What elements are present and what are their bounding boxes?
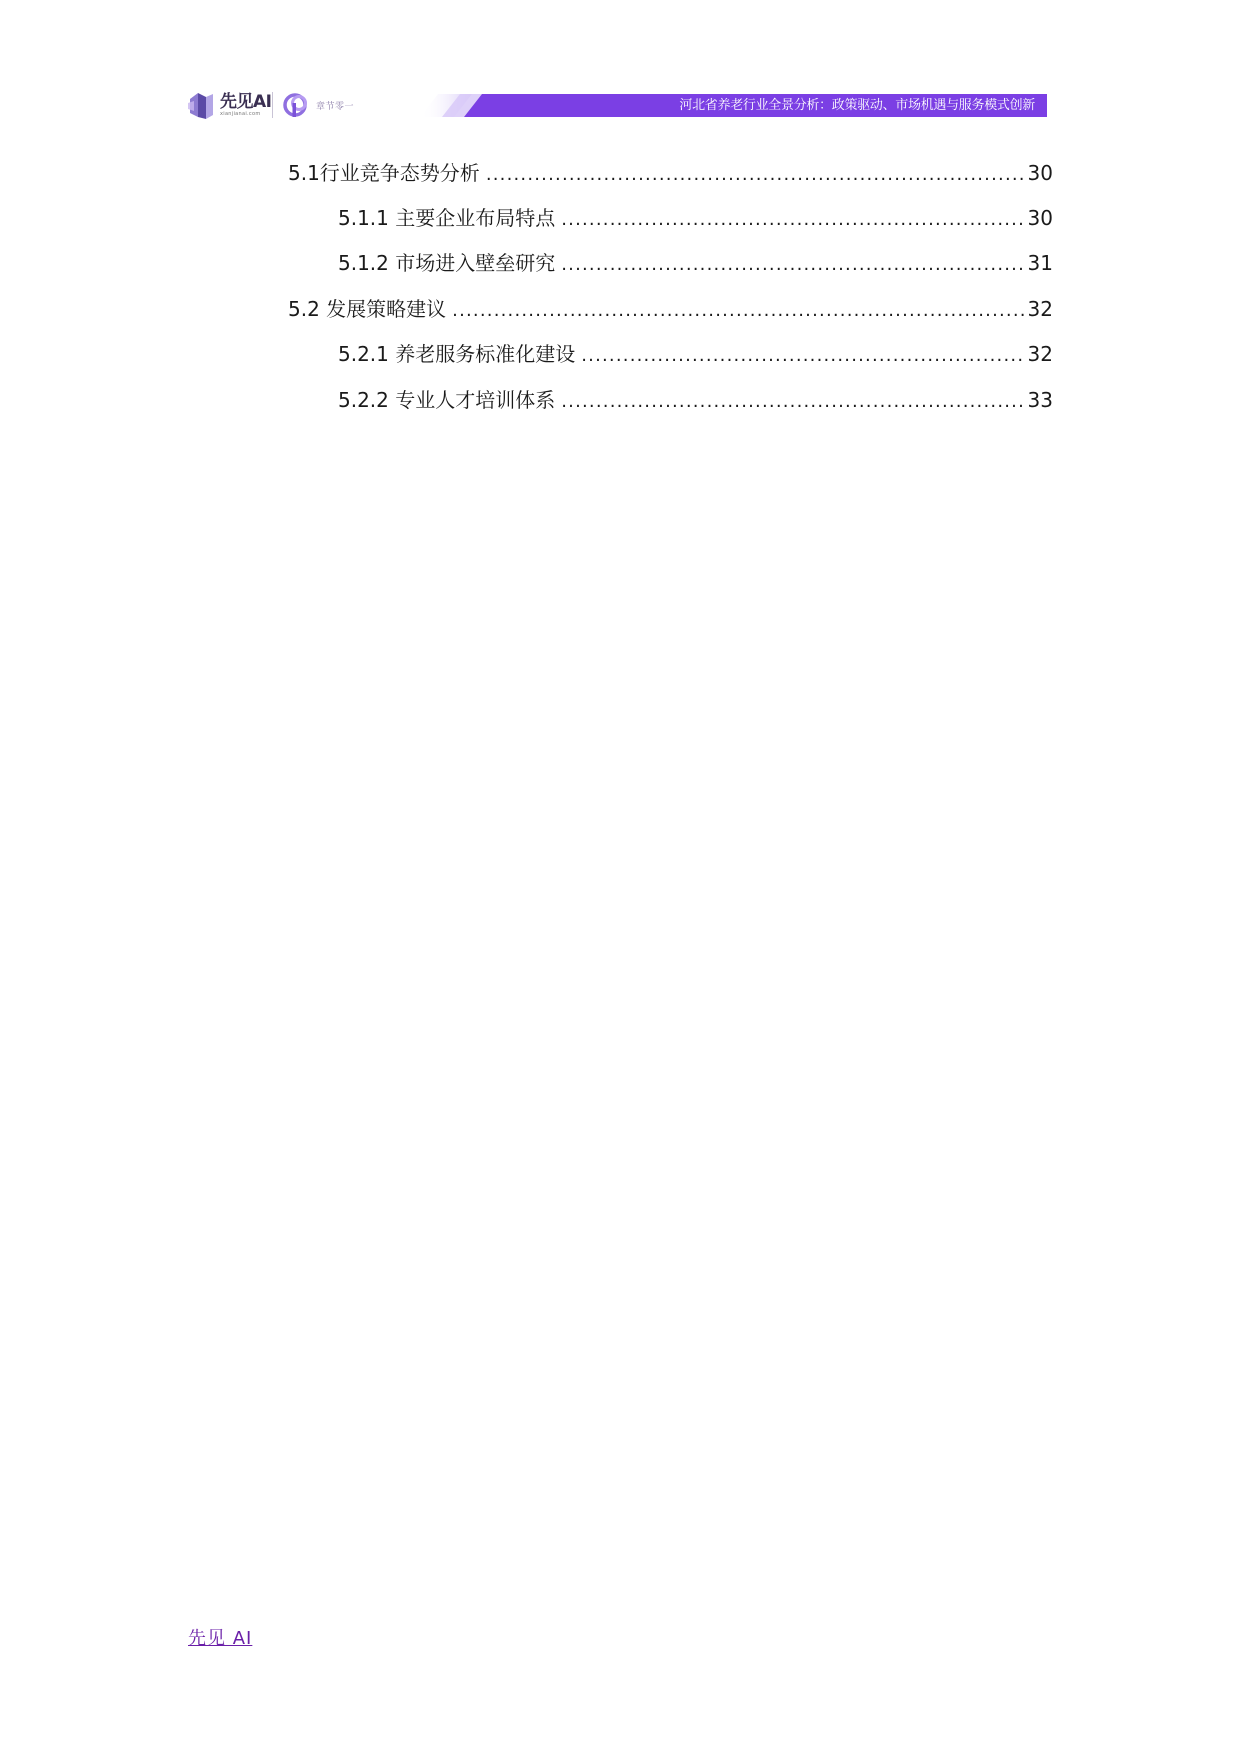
toc-entry-label: 5.2.2 专业人才培训体系 [338, 387, 556, 412]
toc-entry-page: 32 [1027, 342, 1053, 367]
toc-entry-label: 5.1行业竞争态势分析 [288, 160, 480, 185]
toc-entry[interactable] [288, 332, 1053, 377]
zhangjie-logo-icon [283, 91, 311, 119]
xianjian-logo [186, 88, 271, 122]
toc-entry[interactable] [288, 195, 1053, 240]
toc-entry-page: 31 [1027, 251, 1053, 276]
toc-entry-page: 30 [1027, 206, 1053, 231]
toc-entry-page: 30 [1027, 160, 1053, 185]
toc-entry[interactable] [288, 150, 1053, 195]
table-of-contents [288, 150, 1053, 422]
toc-dot-leader [452, 296, 1023, 322]
footer-xianjian-link[interactable]: 先见 AI [188, 1628, 253, 1649]
zhangjie-logo [283, 91, 354, 119]
toc-dot-leader [561, 205, 1023, 231]
report-title-banner [420, 94, 1047, 117]
toc-dot-leader [581, 341, 1023, 367]
toc-entry-page: 32 [1027, 296, 1053, 321]
logo-divider [272, 92, 273, 118]
toc-dot-leader [561, 250, 1023, 276]
toc-entry-label: 5.1.2 市场进入壁垒研究 [338, 251, 556, 276]
toc-dot-leader [561, 387, 1023, 413]
toc-entry-page: 33 [1027, 387, 1053, 412]
toc-entry-label: 5.2 发展策略建议 [288, 296, 447, 321]
page-header [0, 0, 1240, 130]
toc-entry[interactable] [288, 377, 1053, 422]
toc-entry-label: 5.2.1 养老服务标准化建设 [338, 342, 576, 367]
toc-entry-label: 5.1.1 主要企业布局特点 [338, 206, 556, 231]
xianjian-logo-icon [186, 89, 216, 121]
report-title: 河北省养老行业全景分析：政策驱动、市场机遇与服务模式创新 [679, 98, 1035, 113]
xianjian-logo-text: 先见AI [220, 92, 272, 112]
zhangjie-logo-text: 章节零一 [316, 101, 355, 112]
toc-entry[interactable] [288, 286, 1053, 331]
toc-dot-leader [486, 160, 1024, 186]
toc-entry[interactable] [288, 241, 1053, 286]
xianjian-logo-subtext: xianjianai.com [220, 111, 261, 117]
